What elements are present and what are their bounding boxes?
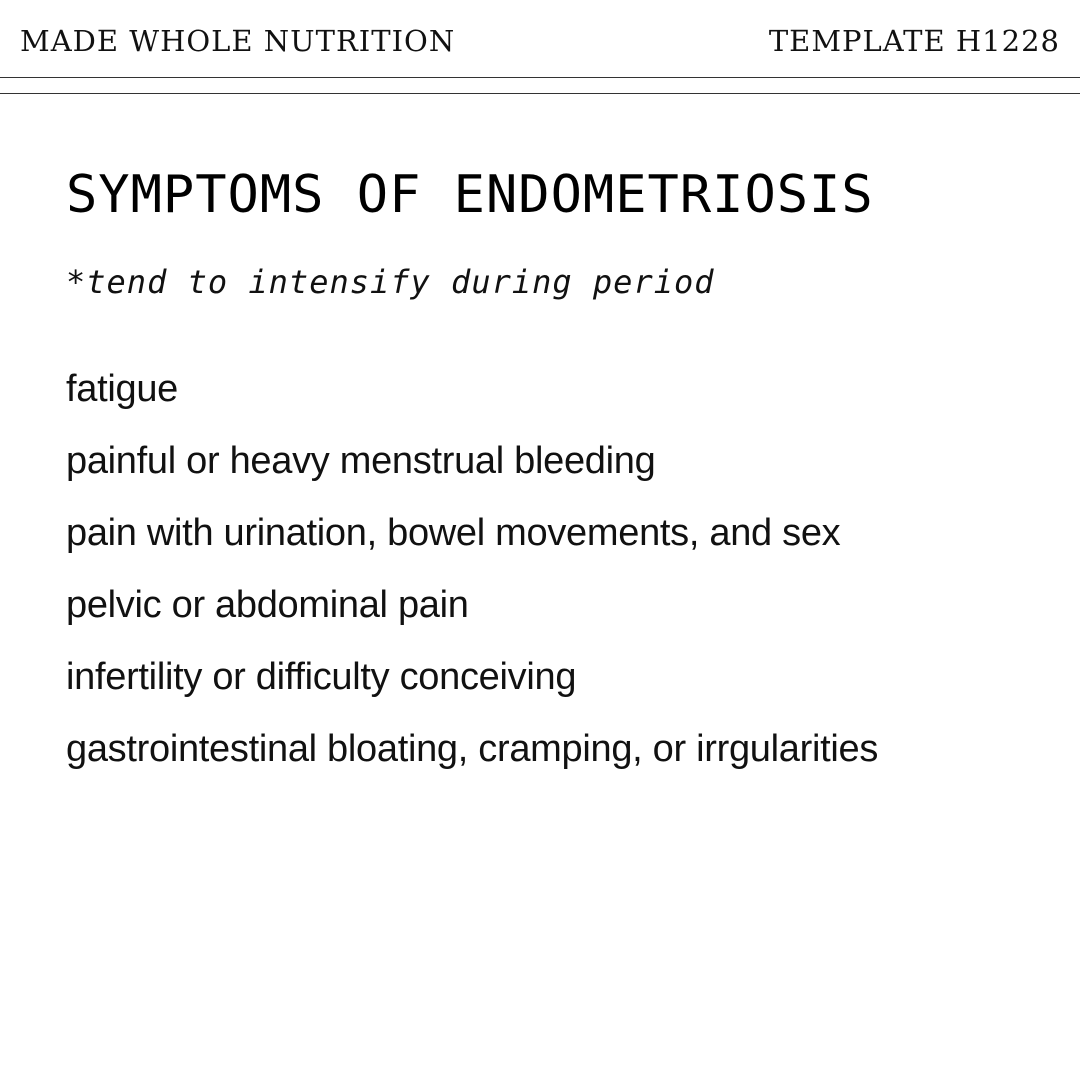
template-code: TEMPLATE H1228 — [768, 24, 1060, 58]
symptom-item-infertility: infertility or difficulty conceiving — [66, 656, 577, 698]
symptom-item-menstrual-bleeding: painful or heavy menstrual bleeding — [66, 440, 656, 482]
brand-name: MADE WHOLE NUTRITION — [20, 24, 456, 58]
symptom-item-pain-urination: pain with urination, bowel movements, and sex — [66, 512, 841, 554]
page-subtitle: *tend to intensify during period — [66, 263, 715, 301]
header-divider-bottom — [0, 93, 1080, 94]
header — [0, 0, 1080, 78]
symptom-list — [66, 366, 878, 798]
symptom-item-pelvic-pain: pelvic or abdominal pain — [66, 584, 469, 626]
page-title: SYMPTOMS OF ENDOMETRIOSIS — [66, 165, 874, 225]
symptom-item-fatigue: fatigue — [66, 368, 178, 410]
symptom-item-gastrointestinal: gastrointestinal bloating, cramping, or irrgularities — [66, 728, 879, 770]
header-divider-top — [0, 77, 1080, 78]
